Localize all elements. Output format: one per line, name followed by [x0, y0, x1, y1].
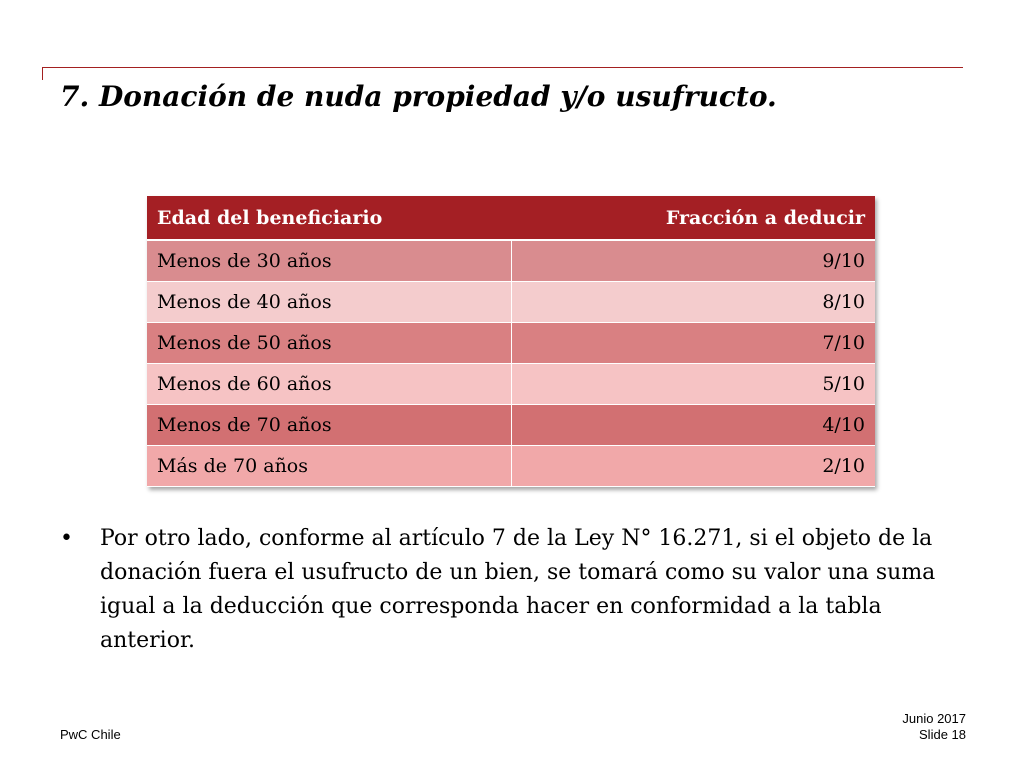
deduction-table: [147, 196, 875, 487]
header-fraction: Fracción a deducir: [511, 196, 875, 240]
slide-title: 7. Donación de nuda propiedad y/o usufructo.: [60, 80, 777, 113]
cell-age: Menos de 30 años: [147, 240, 511, 281]
table-row: [147, 281, 875, 322]
bullet-text: Por otro lado, conforme al artículo 7 de la Ley N° 16.271, si el objeto de la donación fuera el usufructo de un bien, se tomará como su valor una suma igual a la deducción que corresponda hacer en conformidad a la tabla anterior.: [100, 526, 936, 653]
cell-age: Menos de 60 años: [147, 363, 511, 404]
table-row: [147, 240, 875, 281]
cell-age: Menos de 70 años: [147, 404, 511, 445]
table-row: [147, 322, 875, 363]
footer-company: PwC Chile: [60, 727, 121, 742]
bullet-item: [60, 522, 960, 658]
cell-fraction: 7/10: [511, 322, 875, 363]
cell-age: Menos de 40 años: [147, 281, 511, 322]
cell-fraction: 9/10: [511, 240, 875, 281]
bullet-icon: •: [60, 526, 73, 551]
footer-meta: [902, 711, 966, 743]
cell-fraction: 4/10: [511, 404, 875, 445]
table-row: [147, 445, 875, 486]
top-rule: [42, 67, 963, 68]
table-row: [147, 363, 875, 404]
cell-fraction: 8/10: [511, 281, 875, 322]
cell-fraction: 2/10: [511, 445, 875, 486]
header-age: Edad del beneficiario: [147, 196, 511, 240]
footer-slide-number: Slide 18: [919, 727, 966, 742]
cell-age: Menos de 50 años: [147, 322, 511, 363]
bullet-list: [60, 522, 960, 658]
cell-age: Más de 70 años: [147, 445, 511, 486]
table-header-row: [147, 196, 875, 240]
cell-fraction: 5/10: [511, 363, 875, 404]
top-rule-tick: [42, 67, 43, 80]
footer-date: Junio 2017: [902, 711, 966, 726]
table-row: [147, 404, 875, 445]
